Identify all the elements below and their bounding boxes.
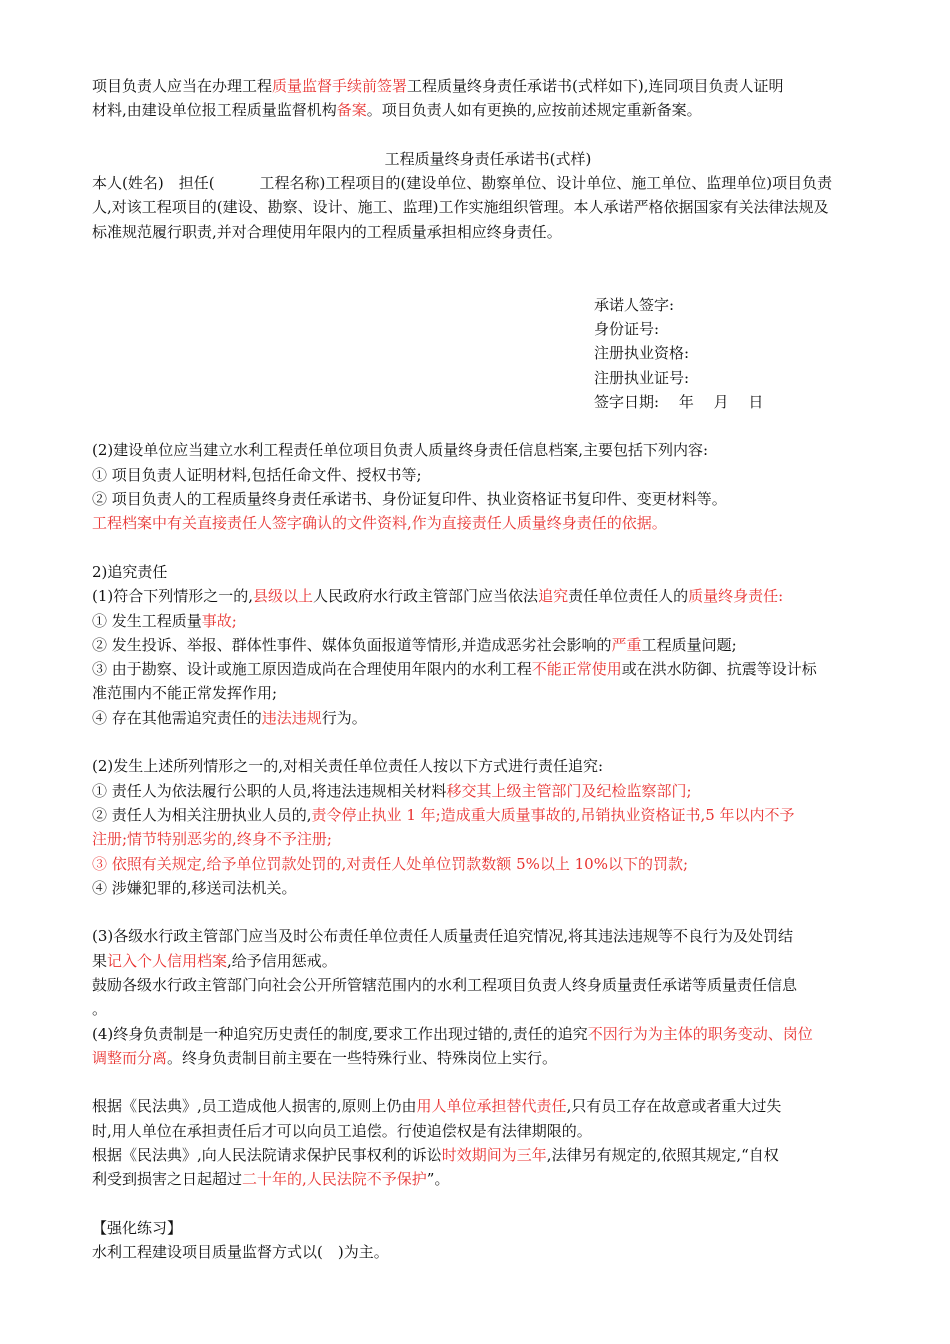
qualification-label: 注册执业资格: xyxy=(594,344,690,363)
text: 工程质量终身责任承诺书(式样如下),连同项目负责人证明 xyxy=(407,77,784,95)
intro-line-2 xyxy=(92,98,884,122)
method-item-4: ④ 涉嫌犯罪的,移送司法机关。 xyxy=(92,878,297,897)
signature-label: 承诺人签字: xyxy=(594,295,675,314)
archive-line: (2)建设单位应当建立水利工程责任单位项目负责人质量终身责任信息档案,主要包括下列内容: xyxy=(92,441,709,460)
accountability-item-1: ① 发生工程质量事故; xyxy=(92,611,237,630)
method-item-2-cont: 注册;情节特别恶劣的,终身不予注册; xyxy=(92,830,332,849)
accountability-item-4: ④ 存在其他需追究责任的违法违规行为。 xyxy=(92,708,367,727)
highlight: 质量监督手续前签署 xyxy=(272,77,408,95)
pledge-line: 标准规范履行职责,并对合理使用年限内的工程质量承担相应终身责任。 xyxy=(92,222,562,241)
accountability-item-3-cont: 准范围内不能正常发挥作用; xyxy=(92,684,278,703)
publish-p4: (4)终身负责制是一种追究历史责任的制度,要求工作出现过错的,责任的追究不因行为为主体的职务变动、岗位 xyxy=(92,1024,813,1043)
encourage-end: 。 xyxy=(92,1000,108,1019)
pledge-title: 工程质量终身责任承诺书(式样) xyxy=(384,149,592,168)
document-page xyxy=(92,74,884,1265)
method-item-2: ② 责任人为相关注册执业人员的,责令停止执业 1 年;造成重大质量事故的,吊销执业资格证书,5 年以内不予 xyxy=(92,805,795,824)
pledge-line: 本人(姓名) 担任( 工程名称)工程项目的(建设单位、勘察单位、设计单位、施工单位、监理单位)项目负责 xyxy=(92,174,833,193)
archive-highlight: 工程档案中有关直接责任人签字确认的文件资料,作为直接责任人质量终身责任的依据。 xyxy=(92,514,667,533)
practice-heading: 【强化练习】 xyxy=(92,1218,183,1237)
method-item-3: ③ 依照有关规定,给予单位罚款处罚的,对责任人处单位罚款数额 5%以上 10%以下的罚款; xyxy=(92,854,689,873)
encourage-line: 鼓励各级水行政主管部门向社会公开所管辖范围内的水利工程项目负责人终身质量责任承诺等质量责任信息 xyxy=(92,975,798,994)
pledge-line: 人,对该工程项目的(建设、勘察、设计、施工、监理)工作实施组织管理。本人承诺严格依据国家有关法律法规及 xyxy=(92,198,829,217)
publish-p3-cont: 果记入个人信用档案,给予信用惩戒。 xyxy=(92,951,337,970)
accountability-item-2: ② 发生投诉、举报、群体性事件、媒体负面报道等情形,并造成恶劣社会影响的严重工程质量问题; xyxy=(92,635,737,654)
archive-item: ① 项目负责人证明材料,包括任命文件、授权书等; xyxy=(92,465,422,484)
methods-p2: (2)发生上述所列情形之一的,对相关责任单位责任人按以下方式进行责任追究: xyxy=(92,757,604,776)
method-item-1: ① 责任人为依法履行公职的人员,将违法违规相关材料移交其上级主管部门及纪检监察部门; xyxy=(92,781,692,800)
certificate-number-label: 注册执业证号: xyxy=(594,368,690,387)
publish-p3: (3)各级水行政主管部门应当及时公布责任单位责任人质量责任追究情况,将其违法违规等不良行为及处罚结 xyxy=(92,927,794,946)
text: 项目负责人应当在办理工程 xyxy=(92,77,273,95)
civil-code-line-3: 根据《民法典》,向人民法院请求保护民事权利的诉讼时效期间为三年,法律另有规定的,依照其规定,“自权 xyxy=(92,1146,779,1165)
accountability-p1: (1)符合下列情形之一的,县级以上人民政府水行政主管部门应当依法追究责任单位责任人的质量终身责任: xyxy=(92,587,784,606)
signing-date-label: 签字日期: 年 月 日 xyxy=(594,392,764,411)
highlight: 备案 xyxy=(336,101,367,120)
archive-item: ② 项目负责人的工程质量终身责任承诺书、身份证复印件、执业资格证书复印件、变更材料等。 xyxy=(92,490,727,509)
text: 。项目负责人如有更换的,应按前述规定重新备案。 xyxy=(366,101,702,120)
intro-line-1 xyxy=(92,74,884,98)
civil-code-line-4: 利受到损害之日起超过二十年的,人民法院不予保护”。 xyxy=(92,1170,450,1189)
publish-p4-cont: 调整而分离。终身负责制目前主要在一些特殊行业、特殊岗位上实行。 xyxy=(92,1048,558,1067)
civil-code-line-1: 根据《民法典》,员工造成他人损害的,原则上仍由用人单位承担替代责任,只有员工存在故意或者重大过失 xyxy=(92,1097,782,1116)
practice-question: 水利工程建设项目质量监督方式以( )为主。 xyxy=(92,1243,389,1262)
signature-block xyxy=(92,293,884,414)
accountability-item-3: ③ 由于勘察、设计或施工原因造成尚在合理使用年限内的水利工程不能正常使用或在洪水防御、抗震等设计标 xyxy=(92,660,817,679)
section-heading: 2)追究责任 xyxy=(92,562,168,581)
text: 材料,由建设单位报工程质量监督机构 xyxy=(92,101,337,120)
id-number-label: 身份证号: xyxy=(594,319,660,338)
civil-code-line-2: 时,用人单位在承担责任后才可以向员工追偿。行使追偿权是有法律期限的。 xyxy=(92,1121,592,1140)
